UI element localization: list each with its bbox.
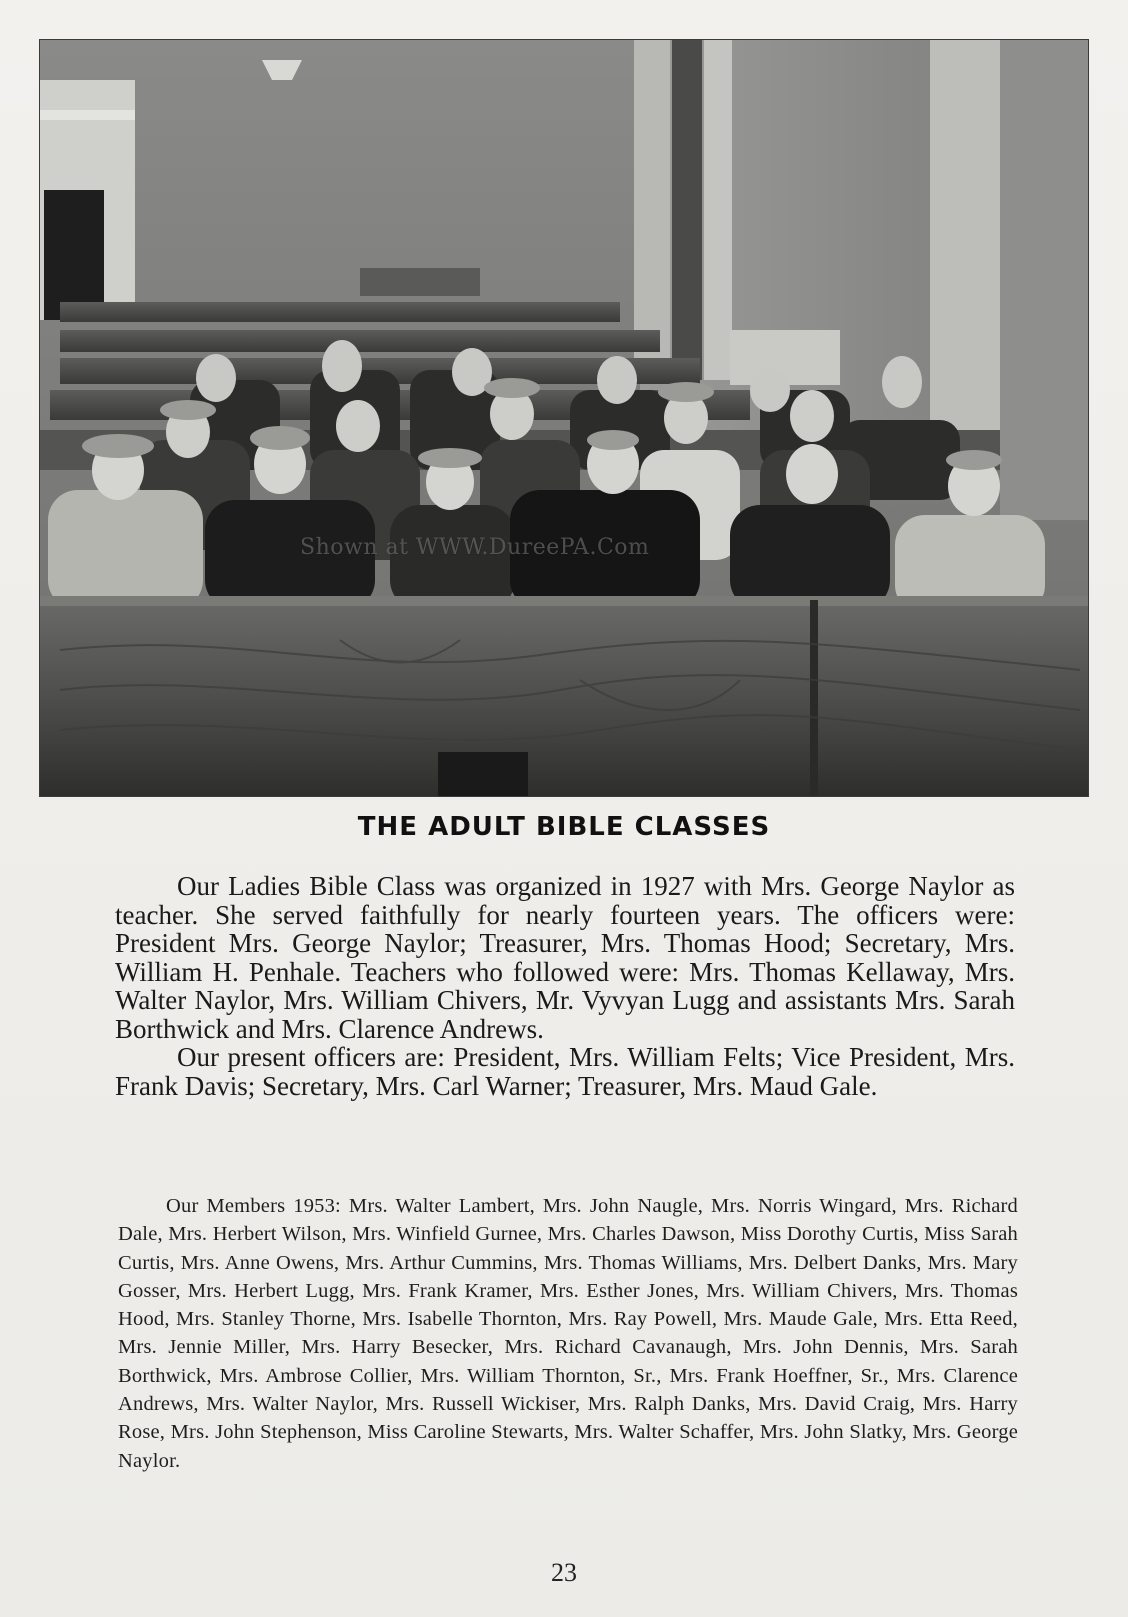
- paragraph-history: Our Ladies Bible Class was organized in 1927 with Mrs. George Naylor as teacher. She served faithfully for nearly fourteen years. The officers were: President Mrs. George Naylor; Treasurer, Mrs. Thomas Hood; Secretary, Mrs. William H. Penhale. Teachers who followed were: Mrs. Thomas Kellaway, Mrs. Walter Naylor, Mrs. William Chivers, Mr. Vyvyan Lugg and assistants Mrs. Sarah Borthwick and Mrs. Clarence Andrews.: [115, 871, 1015, 1044]
- page-number: 23: [551, 1558, 577, 1587]
- body-text: [115, 872, 1015, 1100]
- watermark-text: Shown at WWW.DureePA.Com: [300, 535, 650, 560]
- group-photograph: [40, 40, 1088, 796]
- paragraph-officers: Our present officers are: President, Mrs. William Felts; Vice President, Mrs. Frank Davis; Secretary, Mrs. Carl Warner; Treasurer, Mrs. Maud Gale.: [115, 1042, 1015, 1101]
- members-list: Our Members 1953: Mrs. Walter Lambert, Mrs. John Naugle, Mrs. Norris Wingard, Mrs. Richard Dale, Mrs. Herbert Wilson, Mrs. Winfield Gurnee, Mrs. Charles Dawson, Miss Dorothy Curtis, Miss Sarah Curtis, Mrs. Anne Owens, Mrs. Arthur Cummins, Mrs. Thomas Williams, Mrs. Delbert Danks, Mrs. Mary Gosser, Mrs. Herbert Lugg, Mrs. Frank Kramer, Mrs. Esther Jones, Mrs. William Chivers, Mrs. Thomas Hood, Mrs. Stanley Thorne, Mrs. Isabelle Thornton, Mrs. Ray Powell, Mrs. Maude Gale, Mrs. Etta Reed, Mrs. Jennie Miller, Mrs. Harry Besecker, Mrs. Richard Cavanaugh, Mrs. John Dennis, Mrs. Sarah Borthwick, Mrs. Ambrose Collier, Mrs. William Thornton, Sr., Mrs. Frank Hoeffner, Sr., Mrs. Clarence Andrews, Mrs. Walter Naylor, Mrs. Russell Wickiser, Mrs. Ralph Danks, Mrs. David Craig, Mrs. Harry Rose, Mrs. John Stephenson, Miss Caroline Stewarts, Mrs. Walter Schaffer, Mrs. John Slatky, Mrs. George Naylor.: [118, 1195, 1018, 1472]
- section-heading: THE ADULT BIBLE CLASSES: [357, 812, 771, 842]
